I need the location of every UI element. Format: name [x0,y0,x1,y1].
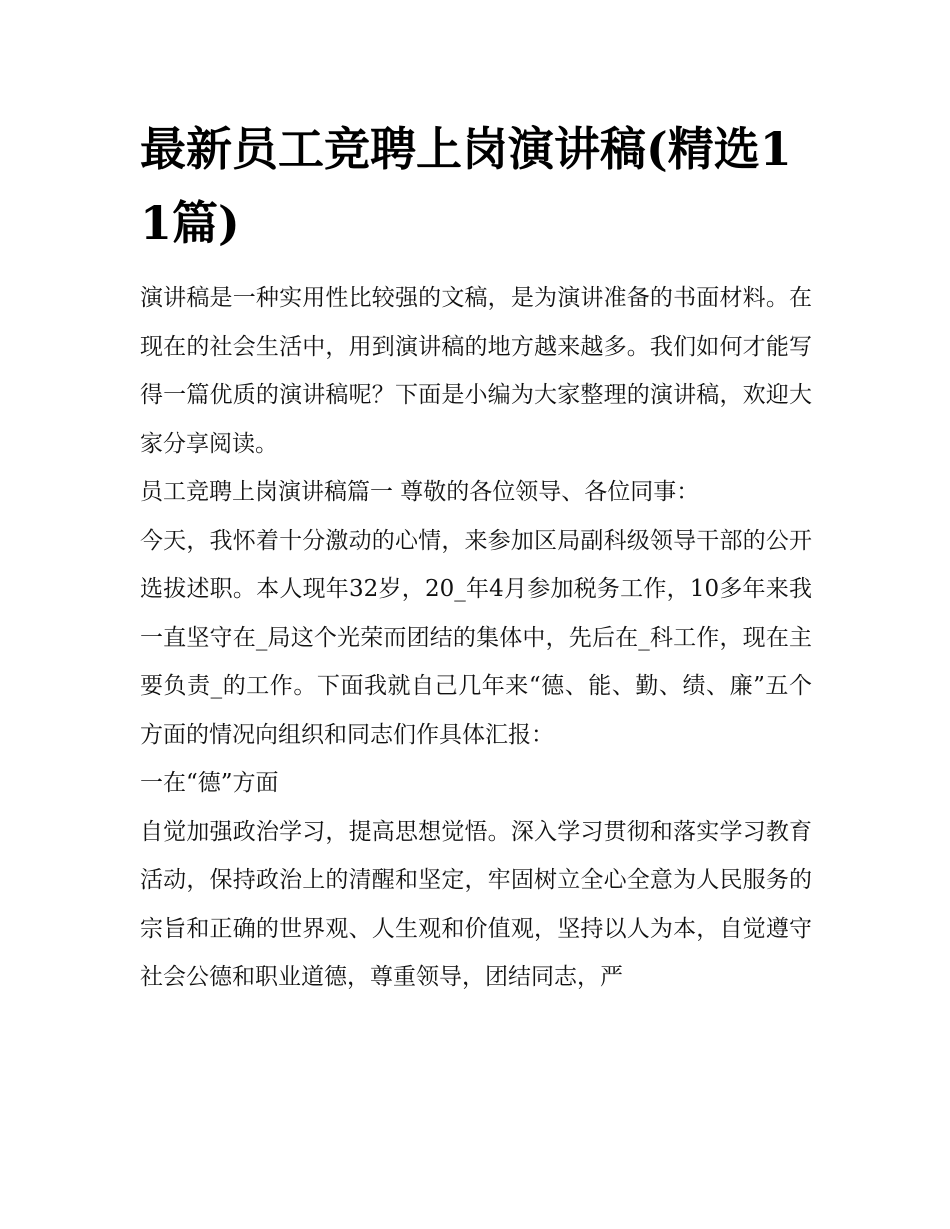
paragraph-section-heading-de: 一在“德”方面 [140,770,279,796]
document-body [140,274,812,1002]
paragraph-speech-heading: 员工竞聘上岗演讲稿篇一 尊敬的各位领导、各位同事： [140,479,700,505]
document-content [140,112,812,1002]
document-title: 最新员工竞聘上岗演讲稿(精选11篇) [140,122,792,250]
paragraph-intro: 演讲稿是一种实用性比较强的文稿，是为演讲准备的书面材料。在现在的社会生活中，用到演讲稿的地方越来越多。我们如何才能写得一篇优质的演讲稿呢？下面是小编为大家整理的演讲稿，欢迎大家分享阅读。 [140,285,812,457]
paragraph-self-introduction: 今天，我怀着十分激动的心情，来参加区局副科级领导干部的公开选拔述职。本人现年32岁，20_年4月参加税务工作，10多年来我一直坚守在_局这个光荣而团结的集体中，先后在_科工作，现在主要负责_的工作。下面我就自己几年来“德、能、勤、绩、廉”五个方面的情况向组织和同志们作具体汇报： [140,527,812,748]
paragraph-political-study: 自觉加强政治学习，提高思想觉悟。深入学习贯彻和落实学习教育活动，保持政治上的清醒和坚定，牢固树立全心全意为人民服务的宗旨和正确的世界观、人生观和价值观，坚持以人为本，自觉遵守社会公德和职业道德，尊重领导，团结同志，严 [140,818,812,990]
